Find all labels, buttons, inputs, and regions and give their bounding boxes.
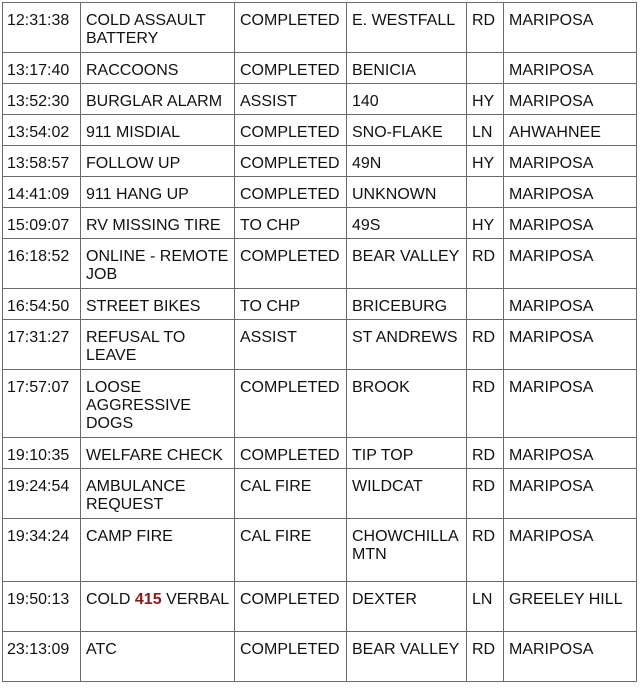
time-cell: 15:09:07	[3, 208, 81, 239]
suffix-cell: RD	[467, 519, 504, 582]
area-cell: MARIPOSA	[504, 146, 637, 177]
location-cell: UNKNOWN	[347, 177, 467, 208]
suffix-cell: RD	[467, 239, 504, 289]
time-cell: 13:54:02	[3, 115, 81, 146]
area-cell: MARIPOSA	[504, 519, 637, 582]
location-cell: SNO-FLAKE	[347, 115, 467, 146]
incident-text: COLD	[86, 591, 131, 608]
status-cell: ASSIST	[235, 320, 347, 370]
area-cell: MARIPOSA	[504, 438, 637, 469]
area-cell: MARIPOSA	[504, 239, 637, 289]
area-cell: MARIPOSA	[504, 53, 637, 84]
area-cell: MARIPOSA	[504, 320, 637, 370]
incident-cell: RACCOONS	[81, 53, 235, 84]
status-cell: CAL FIRE	[235, 519, 347, 582]
table-row	[3, 146, 637, 177]
area-cell: MARIPOSA	[504, 84, 637, 115]
suffix-cell	[467, 53, 504, 84]
incident-code-highlight: 415	[134, 591, 162, 608]
suffix-cell: LN	[467, 582, 504, 632]
location-cell: 49S	[347, 208, 467, 239]
time-cell: 16:54:50	[3, 289, 81, 320]
status-cell: COMPLETED	[235, 632, 347, 682]
location-cell: E. WESTFALL	[347, 3, 467, 53]
incident-cell: ONLINE - REMOTE JOB	[81, 239, 235, 289]
status-cell: COMPLETED	[235, 177, 347, 208]
time-cell: 23:13:09	[3, 632, 81, 682]
suffix-cell: HY	[467, 208, 504, 239]
status-cell: COMPLETED	[235, 370, 347, 438]
location-cell: CHOWCHILLA MTN	[347, 519, 467, 582]
table-row	[3, 632, 637, 682]
incident-cell: BURGLAR ALARM	[81, 84, 235, 115]
location-cell: BROOK	[347, 370, 467, 438]
area-cell: AHWAHNEE	[504, 115, 637, 146]
time-cell: 17:57:07	[3, 370, 81, 438]
incident-cell: ATC	[81, 632, 235, 682]
time-cell: 19:34:24	[3, 519, 81, 582]
location-cell: BEAR VALLEY	[347, 632, 467, 682]
incident-cell: AMBULANCE REQUEST	[81, 469, 235, 519]
suffix-cell: RD	[467, 469, 504, 519]
table-row	[3, 208, 637, 239]
incident-cell	[81, 582, 235, 632]
location-cell: ST ANDREWS	[347, 320, 467, 370]
location-cell: DEXTER	[347, 582, 467, 632]
status-cell: COMPLETED	[235, 115, 347, 146]
status-cell: COMPLETED	[235, 239, 347, 289]
table-row	[3, 370, 637, 438]
incident-cell: STREET BIKES	[81, 289, 235, 320]
location-cell: WILDCAT	[347, 469, 467, 519]
incident-cell: WELFARE CHECK	[81, 438, 235, 469]
suffix-cell: RD	[467, 320, 504, 370]
incident-cell: COLD ASSAULT BATTERY	[81, 3, 235, 53]
incident-cell: 911 HANG UP	[81, 177, 235, 208]
location-cell: BENICIA	[347, 53, 467, 84]
suffix-cell	[467, 177, 504, 208]
table-row	[3, 519, 637, 582]
area-cell: MARIPOSA	[504, 289, 637, 320]
time-cell: 14:41:09	[3, 177, 81, 208]
time-cell: 19:24:54	[3, 469, 81, 519]
area-cell: MARIPOSA	[504, 3, 637, 53]
area-cell: GREELEY HILL	[504, 582, 637, 632]
suffix-cell: HY	[467, 84, 504, 115]
area-cell: MARIPOSA	[504, 632, 637, 682]
incident-cell: CAMP FIRE	[81, 519, 235, 582]
location-cell: BRICEBURG	[347, 289, 467, 320]
incident-cell: REFUSAL TO LEAVE	[81, 320, 235, 370]
suffix-cell: RD	[467, 370, 504, 438]
suffix-cell: RD	[467, 3, 504, 53]
location-cell: TIP TOP	[347, 438, 467, 469]
time-cell: 19:10:35	[3, 438, 81, 469]
call-log-table	[2, 2, 637, 682]
status-cell: COMPLETED	[235, 146, 347, 177]
status-cell: TO CHP	[235, 208, 347, 239]
suffix-cell: RD	[467, 438, 504, 469]
table-row	[3, 320, 637, 370]
location-cell: 49N	[347, 146, 467, 177]
time-cell: 17:31:27	[3, 320, 81, 370]
status-cell: COMPLETED	[235, 53, 347, 84]
area-cell: MARIPOSA	[504, 469, 637, 519]
time-cell: 13:17:40	[3, 53, 81, 84]
status-cell: ASSIST	[235, 84, 347, 115]
status-cell: COMPLETED	[235, 3, 347, 53]
incident-text: VERBAL	[166, 591, 230, 608]
table-row	[3, 582, 637, 632]
status-cell: COMPLETED	[235, 438, 347, 469]
status-cell: COMPLETED	[235, 582, 347, 632]
time-cell: 16:18:52	[3, 239, 81, 289]
incident-cell: LOOSE AGGRESSIVE DOGS	[81, 370, 235, 438]
status-cell: TO CHP	[235, 289, 347, 320]
table-row	[3, 3, 637, 53]
suffix-cell: LN	[467, 115, 504, 146]
table-row	[3, 289, 637, 320]
table-row	[3, 469, 637, 519]
area-cell: MARIPOSA	[504, 208, 637, 239]
table-row	[3, 177, 637, 208]
time-cell: 19:50:13	[3, 582, 81, 632]
location-cell: BEAR VALLEY	[347, 239, 467, 289]
time-cell: 12:31:38	[3, 3, 81, 53]
suffix-cell: HY	[467, 146, 504, 177]
area-cell: MARIPOSA	[504, 177, 637, 208]
status-cell: CAL FIRE	[235, 469, 347, 519]
table-row	[3, 53, 637, 84]
area-cell: MARIPOSA	[504, 370, 637, 438]
suffix-cell	[467, 289, 504, 320]
incident-cell: 911 MISDIAL	[81, 115, 235, 146]
incident-cell: FOLLOW UP	[81, 146, 235, 177]
time-cell: 13:52:30	[3, 84, 81, 115]
incident-cell: RV MISSING TIRE	[81, 208, 235, 239]
table-row	[3, 239, 637, 289]
location-cell: 140	[347, 84, 467, 115]
suffix-cell: RD	[467, 632, 504, 682]
table-row	[3, 438, 637, 469]
time-cell: 13:58:57	[3, 146, 81, 177]
table-row	[3, 115, 637, 146]
table-row	[3, 84, 637, 115]
